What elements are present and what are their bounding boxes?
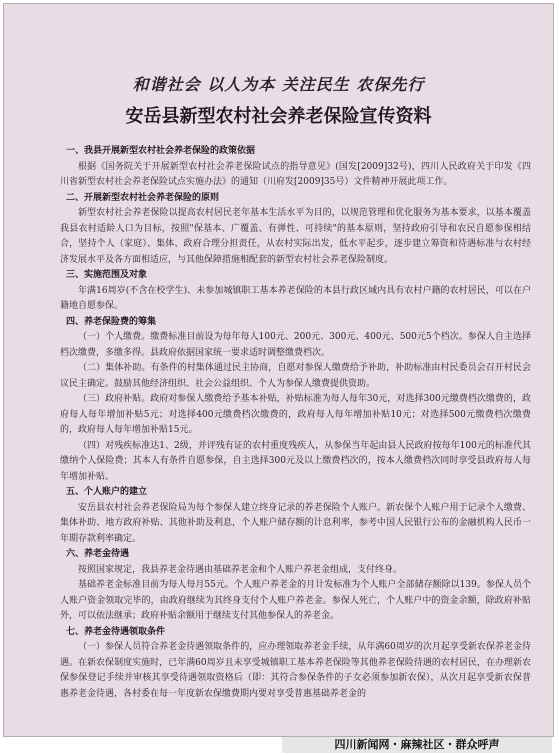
document-body <box>60 144 531 702</box>
section-heading: 四、养老保险费的筹集 <box>66 316 157 327</box>
section-paragraph: 新型农村社会养老保险以提高农村居民老年基本生活水平为目的，以规范管理和优化服务为基本要求，以基本覆盖我县农村适龄人口为目标，按照"保基本、广覆盖、有弹性、可持续"的基本原则，坚持政府引导和农民自愿参保相结合，坚持个人（家庭）、集体、政府合理分担责任，从农村实际出发，低水平起步，逐步建立筹资和待遇标准与农村经济发展水平及各方面相适应，与其他保障措施相配套的新型农村社会养老保险制度。 <box>60 208 531 265</box>
section-paragraph: 按照国家规定，我县养老金待遇由基础养老金和个人账户养老金组成，支付终身。 <box>78 564 403 575</box>
section-paragraph: （三）政府补贴。政府对参保人缴费给予基本补贴，补贴标准为每人每年30元，对选择300元缴费档次缴费的，政府每人每年增加补贴5元；对选择400元缴费档次缴费的，政府每人每年增加补贴10元；对选择500元缴费档次缴费的，政府每人每年增加补贴15元。 <box>60 394 531 435</box>
section-paragraph: 年满16周岁(不含在校学生)、未参加城镇职工基本养老保险的本县行政区域内具有农村户籍的农村居民，可以在户籍地自愿参保。 <box>60 285 531 311</box>
source-watermark: 四川新闻网・麻辣社区・群众呼声 <box>282 737 552 753</box>
section-paragraph: 安岳县农村社会养老保险局为每个参保人建立终身记录的养老保险个人账户。新农保个人账户用于记录个人缴费、集体补助、地方政府补贴、其他补助及利息，个人账户储存额的计息利率，参考中国人民银行公布的金融机构人民币一年期存款利率确定。 <box>60 502 531 544</box>
section-heading: 一、我县开展新型农村社会养老保险的政策依据 <box>66 146 256 156</box>
section-heading: 五、个人账户的建立 <box>66 487 148 497</box>
document-sheet <box>3 3 554 737</box>
section-paragraph: （一）个人缴费。缴费标准目前设为每年每人100元、200元、300元、400元、500元5个档次。参保人自主选择档次缴费，多缴多得。县政府依据国家统一要求适时调整缴费档次。 <box>60 332 531 358</box>
section-paragraph: （二）集体补助。有条件的村集体通过民主协商，自愿对参保人缴费给予补助，补助标准由村民委员会召开村民会议民主确定。鼓励其他经济组织、社会公益组织、个人为参保人缴费提供资助。 <box>60 363 531 389</box>
section-paragraph: 根据《国务院关于开展新型农村社会养老保险试点的指导意见》(国发[2009]32号)，四川人民政府关于印发《四川省新型农村社会养老保险试点实施办法》的通知（川府发[2009]35号）文件精神开展此项工作。 <box>60 161 531 187</box>
section-paragraph: （一）参保人员符合养老金待遇领取条件的，应办理领取养老金手续，从年满60周岁的次月起享受新农保养老金待遇。在新农保制度实施时，已年满60周岁且未享受城镇职工基本养老保险等其他养老保险待遇的农村居民，在办理新农保参保登记手续并审核其享受待遇领取资格后（即：其符合参保条件的子女必须参加新农保），从次月起享受新农保普惠养老金待遇，各村委在每一年度新农保缴费期内要对享受普惠基础养老金的 <box>60 642 531 699</box>
section-paragraph: （四）对残疾标准达1、2级，并评残有证的农村重度残疾人，从参保当年起由县人民政府按每年100元的标准代其缴纳个人保险费；其本人有条件自愿参保，自主选择300元及以上缴费档次的，按本人缴费档次同时享受县政府每人每年增加补贴。 <box>60 440 531 482</box>
section-heading: 六、养老金待遇 <box>66 549 130 559</box>
document-title: 安岳县新型农村社会养老保险宣传资料 <box>125 106 432 127</box>
section-paragraph: 基础养老金标准目前为每人每月55元。个人账户养老金的月计发标准为个人账户全部储存额除以139。参保人员个人账户资金领取完毕的，由政府继续为其终身支付个人账户养老金。参保人死亡，个人账户中的资金余额，除政府补贴外，可以依法继承；政府补贴余额用于继续支付其他参保人的养老金。 <box>60 580 531 621</box>
section-heading: 七、养老金待遇领取条件 <box>66 626 166 637</box>
slogan: 和谐社会 以人为本 关注民生 农保先行 <box>132 75 425 94</box>
section-heading: 三、实施范围及对象 <box>66 270 148 280</box>
section-heading: 二、开展新型农村社会养老保险的原则 <box>66 192 220 203</box>
